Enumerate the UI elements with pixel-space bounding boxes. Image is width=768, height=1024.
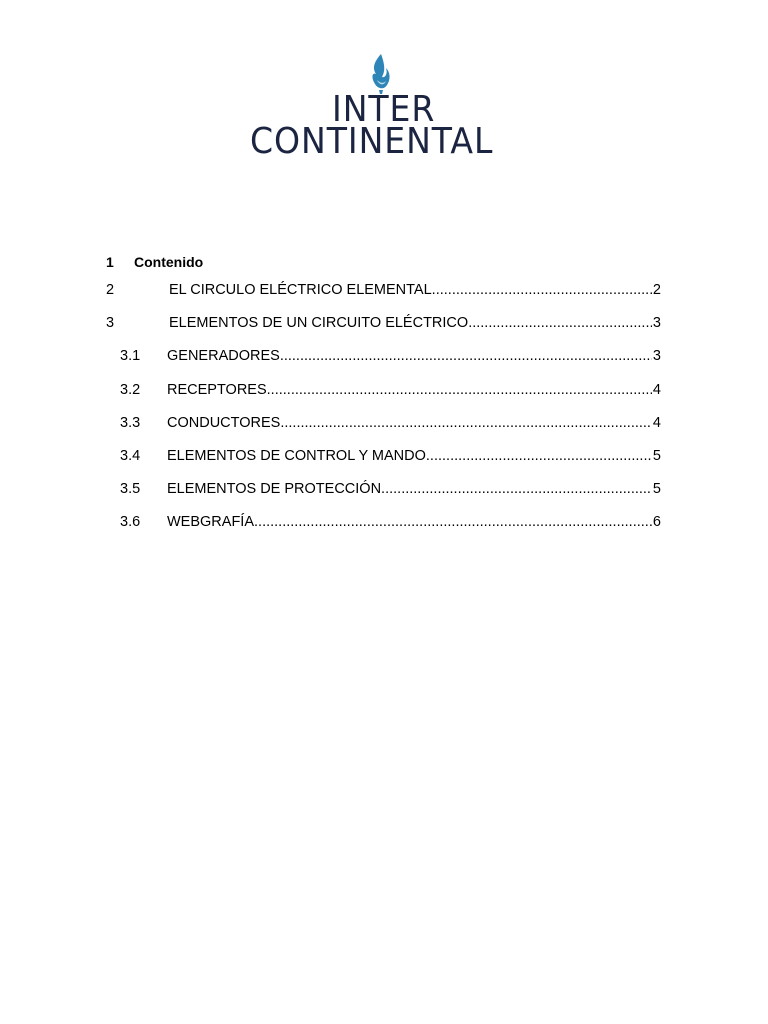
- toc-entry-title: RECEPTORES: [167, 382, 267, 398]
- toc-dot-leader: [432, 281, 652, 299]
- toc-entry[interactable]: [106, 314, 661, 332]
- toc-entry-page: 5: [652, 448, 661, 464]
- toc-entry-title: EL CIRCULO ELÉCTRICO ELEMENTAL: [169, 282, 432, 298]
- toc-dot-leader: [426, 447, 652, 465]
- toc-heading: [106, 254, 203, 270]
- toc-entry-number: 3.6: [120, 514, 141, 530]
- toc-entry-title: WEBGRAFÍA: [167, 514, 255, 530]
- toc-entry-number: 2: [106, 282, 115, 298]
- toc-dot-leader: [280, 414, 652, 432]
- toc-entry[interactable]: [120, 480, 661, 498]
- toc-entry[interactable]: [120, 513, 661, 531]
- toc-dot-leader: [280, 347, 652, 365]
- toc-heading-number: 1: [106, 254, 114, 270]
- toc-entry-number: 3: [106, 315, 115, 331]
- toc-entry[interactable]: [120, 414, 661, 432]
- toc-entry-page: 5: [652, 481, 661, 497]
- toc-entry-page: 6: [652, 514, 661, 530]
- toc-entry-title: ELEMENTOS DE CONTROL Y MANDO: [167, 448, 426, 464]
- toc-entry-number: 3.1: [120, 348, 141, 364]
- toc-entry-title: GENERADORES: [167, 348, 280, 364]
- toc-entry-page: 4: [652, 382, 661, 398]
- toc-entry-page: 3: [652, 348, 661, 364]
- toc-entry-number: 3.3: [120, 415, 141, 431]
- toc-entry-title: CONDUCTORES: [167, 415, 281, 431]
- toc-dot-leader: [254, 513, 652, 531]
- toc-dot-leader: [468, 314, 652, 332]
- toc-entry-page: 3: [652, 315, 661, 331]
- toc-entry[interactable]: [120, 347, 661, 365]
- toc-dot-leader: [267, 381, 652, 399]
- toc-entry[interactable]: [120, 447, 661, 465]
- toc-entry-title: ELEMENTOS DE UN CIRCUITO ELÉCTRICO: [169, 315, 469, 331]
- toc-entry-page: 2: [652, 282, 661, 298]
- toc-heading-text: Contenido: [134, 254, 204, 270]
- intercontinental-logo: [240, 50, 530, 170]
- toc-entry-number: 3.4: [120, 448, 141, 464]
- toc-entry-number: 3.5: [120, 481, 141, 497]
- toc-entry-number: 3.2: [120, 382, 141, 398]
- toc-entry-title: ELEMENTOS DE PROTECCIÓN: [167, 481, 382, 497]
- toc-dot-leader: [381, 480, 652, 498]
- toc-entry[interactable]: [120, 381, 661, 399]
- toc-entry[interactable]: [106, 281, 661, 299]
- logo-text-line1: INTER: [332, 89, 436, 130]
- flame-icon: [368, 54, 394, 94]
- logo-text-line2: CONTINENTAL: [250, 121, 494, 162]
- toc-entry-page: 4: [652, 415, 661, 431]
